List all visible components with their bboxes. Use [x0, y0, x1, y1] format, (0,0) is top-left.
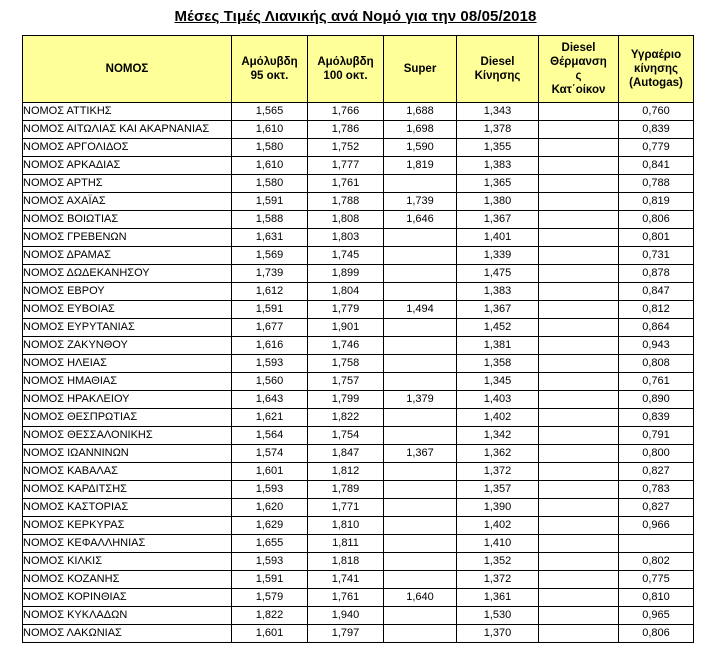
- cell-unleaded-100: 1,745: [308, 247, 384, 265]
- table-row: [23, 409, 694, 427]
- cell-autogas: 0,801: [619, 229, 694, 247]
- cell-unleaded-100: 1,757: [308, 373, 384, 391]
- cell-super: 1,819: [384, 157, 457, 175]
- cell-unleaded-95: 1,593: [232, 355, 308, 373]
- cell-unleaded-95: 1,631: [232, 229, 308, 247]
- cell-diesel-motion: 1,530: [457, 607, 539, 625]
- cell-autogas: 0,864: [619, 319, 694, 337]
- cell-super: [384, 247, 457, 265]
- cell-autogas: 0,806: [619, 211, 694, 229]
- cell-diesel-heating: [539, 445, 619, 463]
- cell-unleaded-100: 1,797: [308, 625, 384, 643]
- cell-unleaded-95: 1,655: [232, 535, 308, 553]
- cell-diesel-heating: [539, 409, 619, 427]
- cell-autogas: 0,839: [619, 409, 694, 427]
- cell-unleaded-95: 1,579: [232, 589, 308, 607]
- table-row: [23, 319, 694, 337]
- cell-unleaded-95: 1,610: [232, 157, 308, 175]
- cell-unleaded-100: 1,779: [308, 301, 384, 319]
- cell-super: [384, 481, 457, 499]
- cell-autogas: 0,810: [619, 589, 694, 607]
- cell-diesel-motion: 1,362: [457, 445, 539, 463]
- cell-nomos: ΝΟΜΟΣ ΚΕΦΑΛΛΗΝΙΑΣ: [23, 535, 232, 553]
- cell-nomos: ΝΟΜΟΣ ΚΑΣΤΟΡΙΑΣ: [23, 499, 232, 517]
- cell-super: 1,688: [384, 103, 457, 121]
- table-row: [23, 391, 694, 409]
- table-row: [23, 553, 694, 571]
- cell-unleaded-100: 1,789: [308, 481, 384, 499]
- cell-super: 1,379: [384, 391, 457, 409]
- cell-diesel-motion: 1,403: [457, 391, 539, 409]
- table-row: [23, 355, 694, 373]
- cell-diesel-heating: [539, 265, 619, 283]
- cell-diesel-heating: [539, 391, 619, 409]
- cell-diesel-motion: 1,402: [457, 517, 539, 535]
- cell-unleaded-100: 1,752: [308, 139, 384, 157]
- cell-autogas: 0,827: [619, 463, 694, 481]
- cell-nomos: ΝΟΜΟΣ ΕΥΒΟΙΑΣ: [23, 301, 232, 319]
- cell-unleaded-100: 1,847: [308, 445, 384, 463]
- cell-diesel-motion: 1,361: [457, 589, 539, 607]
- cell-unleaded-100: 1,771: [308, 499, 384, 517]
- cell-unleaded-100: 1,754: [308, 427, 384, 445]
- cell-nomos: ΝΟΜΟΣ ΑΤΤΙΚΗΣ: [23, 103, 232, 121]
- prices-table: [22, 35, 694, 643]
- cell-super: 1,646: [384, 211, 457, 229]
- cell-autogas: 0,966: [619, 517, 694, 535]
- cell-unleaded-95: 1,601: [232, 463, 308, 481]
- cell-super: [384, 373, 457, 391]
- table-row: [23, 445, 694, 463]
- cell-nomos: ΝΟΜΟΣ ΚΥΚΛΑΔΩΝ: [23, 607, 232, 625]
- cell-diesel-motion: 1,355: [457, 139, 539, 157]
- cell-diesel-heating: [539, 283, 619, 301]
- cell-nomos: ΝΟΜΟΣ ΙΩΑΝΝΙΝΩΝ: [23, 445, 232, 463]
- cell-diesel-heating: [539, 175, 619, 193]
- cell-diesel-heating: [539, 211, 619, 229]
- cell-super: [384, 283, 457, 301]
- cell-unleaded-100: 1,811: [308, 535, 384, 553]
- cell-nomos: ΝΟΜΟΣ ΑΧΑΪΑΣ: [23, 193, 232, 211]
- cell-autogas: 0,819: [619, 193, 694, 211]
- cell-diesel-heating: [539, 157, 619, 175]
- table-row: [23, 301, 694, 319]
- cell-unleaded-95: 1,588: [232, 211, 308, 229]
- cell-super: [384, 463, 457, 481]
- cell-nomos: ΝΟΜΟΣ ΒΟΙΩΤΙΑΣ: [23, 211, 232, 229]
- cell-nomos: ΝΟΜΟΣ ΘΕΣΠΡΩΤΙΑΣ: [23, 409, 232, 427]
- cell-autogas: 0,783: [619, 481, 694, 499]
- cell-autogas: 0,827: [619, 499, 694, 517]
- cell-diesel-motion: 1,339: [457, 247, 539, 265]
- cell-autogas: 0,806: [619, 625, 694, 643]
- cell-nomos: ΝΟΜΟΣ ΔΩΔΕΚΑΝΗΣΟΥ: [23, 265, 232, 283]
- cell-autogas: 0,847: [619, 283, 694, 301]
- cell-super: [384, 427, 457, 445]
- header-unleaded-95: Αμόλυβδη 95 οκτ.: [232, 36, 308, 103]
- cell-diesel-heating: [539, 337, 619, 355]
- cell-super: 1,590: [384, 139, 457, 157]
- cell-nomos: ΝΟΜΟΣ ΓΡΕΒΕΝΩΝ: [23, 229, 232, 247]
- cell-unleaded-95: 1,560: [232, 373, 308, 391]
- cell-autogas: 0,779: [619, 139, 694, 157]
- cell-autogas: 0,775: [619, 571, 694, 589]
- table-row: [23, 463, 694, 481]
- table-row: [23, 229, 694, 247]
- cell-unleaded-95: 1,591: [232, 193, 308, 211]
- cell-autogas: 0,943: [619, 337, 694, 355]
- cell-super: [384, 625, 457, 643]
- cell-super: [384, 265, 457, 283]
- table-row: [23, 337, 694, 355]
- cell-diesel-motion: 1,367: [457, 211, 539, 229]
- cell-super: [384, 571, 457, 589]
- header-unleaded-100: Αμόλυβδη 100 οκτ.: [308, 36, 384, 103]
- cell-unleaded-95: 1,621: [232, 409, 308, 427]
- cell-diesel-motion: 1,380: [457, 193, 539, 211]
- table-row: [23, 427, 694, 445]
- cell-super: [384, 229, 457, 247]
- table-row: [23, 517, 694, 535]
- cell-super: 1,698: [384, 121, 457, 139]
- cell-super: [384, 499, 457, 517]
- cell-unleaded-95: 1,643: [232, 391, 308, 409]
- cell-nomos: ΝΟΜΟΣ ΚΟΡΙΝΘΙΑΣ: [23, 589, 232, 607]
- cell-diesel-heating: [539, 355, 619, 373]
- cell-diesel-motion: 1,345: [457, 373, 539, 391]
- cell-nomos: ΝΟΜΟΣ ΚΑΒΑΛΑΣ: [23, 463, 232, 481]
- cell-unleaded-100: 1,788: [308, 193, 384, 211]
- cell-unleaded-95: 1,580: [232, 175, 308, 193]
- cell-diesel-heating: [539, 607, 619, 625]
- table-row: [23, 139, 694, 157]
- cell-diesel-heating: [539, 481, 619, 499]
- cell-unleaded-100: 1,804: [308, 283, 384, 301]
- cell-nomos: ΝΟΜΟΣ ΚΙΛΚΙΣ: [23, 553, 232, 571]
- table-row: [23, 175, 694, 193]
- cell-super: [384, 319, 457, 337]
- cell-autogas: 0,878: [619, 265, 694, 283]
- cell-nomos: ΝΟΜΟΣ ΑΡΤΗΣ: [23, 175, 232, 193]
- table-row: [23, 589, 694, 607]
- cell-unleaded-95: 1,580: [232, 139, 308, 157]
- cell-unleaded-100: 1,808: [308, 211, 384, 229]
- cell-unleaded-95: 1,739: [232, 265, 308, 283]
- table-row: [23, 211, 694, 229]
- header-autogas: Υγραέριο κίνησης (Autogas): [619, 36, 694, 103]
- cell-nomos: ΝΟΜΟΣ ΑΡΚΑΔΙΑΣ: [23, 157, 232, 175]
- cell-super: 1,739: [384, 193, 457, 211]
- cell-diesel-heating: [539, 463, 619, 481]
- cell-unleaded-100: 1,741: [308, 571, 384, 589]
- cell-diesel-heating: [539, 553, 619, 571]
- cell-super: [384, 355, 457, 373]
- cell-diesel-motion: 1,378: [457, 121, 539, 139]
- cell-autogas: 0,808: [619, 355, 694, 373]
- cell-super: [384, 535, 457, 553]
- cell-nomos: ΝΟΜΟΣ ΕΒΡΟΥ: [23, 283, 232, 301]
- cell-autogas: [619, 535, 694, 553]
- cell-unleaded-95: 1,565: [232, 103, 308, 121]
- cell-unleaded-95: 1,593: [232, 553, 308, 571]
- cell-super: [384, 175, 457, 193]
- cell-unleaded-95: 1,822: [232, 607, 308, 625]
- cell-diesel-motion: 1,390: [457, 499, 539, 517]
- cell-diesel-heating: [539, 247, 619, 265]
- cell-unleaded-100: 1,761: [308, 589, 384, 607]
- cell-diesel-motion: 1,383: [457, 157, 539, 175]
- cell-autogas: 0,791: [619, 427, 694, 445]
- header-diesel-motion: Diesel Κίνησης: [457, 36, 539, 103]
- table-row: [23, 481, 694, 499]
- cell-diesel-motion: 1,402: [457, 409, 539, 427]
- cell-autogas: 0,788: [619, 175, 694, 193]
- cell-nomos: ΝΟΜΟΣ ΗΜΑΘΙΑΣ: [23, 373, 232, 391]
- cell-autogas: 0,760: [619, 103, 694, 121]
- cell-diesel-heating: [539, 103, 619, 121]
- cell-diesel-motion: 1,475: [457, 265, 539, 283]
- cell-autogas: 0,839: [619, 121, 694, 139]
- cell-autogas: 0,802: [619, 553, 694, 571]
- cell-unleaded-100: 1,812: [308, 463, 384, 481]
- cell-diesel-motion: 1,358: [457, 355, 539, 373]
- cell-super: [384, 553, 457, 571]
- cell-diesel-heating: [539, 625, 619, 643]
- cell-diesel-heating: [539, 193, 619, 211]
- table-row: [23, 535, 694, 553]
- cell-unleaded-100: 1,799: [308, 391, 384, 409]
- table-row: [23, 265, 694, 283]
- header-nomos: ΝΟΜΟΣ: [23, 36, 232, 103]
- cell-diesel-motion: 1,401: [457, 229, 539, 247]
- cell-super: [384, 409, 457, 427]
- cell-unleaded-95: 1,593: [232, 481, 308, 499]
- cell-diesel-motion: 1,370: [457, 625, 539, 643]
- cell-super: 1,640: [384, 589, 457, 607]
- cell-autogas: 0,761: [619, 373, 694, 391]
- table-row: [23, 499, 694, 517]
- cell-unleaded-95: 1,591: [232, 301, 308, 319]
- header-row: [23, 36, 694, 103]
- cell-unleaded-95: 1,620: [232, 499, 308, 517]
- cell-diesel-motion: 1,383: [457, 283, 539, 301]
- cell-super: [384, 517, 457, 535]
- cell-diesel-motion: 1,410: [457, 535, 539, 553]
- cell-diesel-heating: [539, 121, 619, 139]
- table-row: [23, 571, 694, 589]
- cell-diesel-heating: [539, 499, 619, 517]
- table-row: [23, 121, 694, 139]
- cell-unleaded-95: 1,610: [232, 121, 308, 139]
- table-row: [23, 157, 694, 175]
- cell-nomos: ΝΟΜΟΣ ΔΡΑΜΑΣ: [23, 247, 232, 265]
- cell-super: [384, 607, 457, 625]
- header-super: Super: [384, 36, 457, 103]
- cell-diesel-motion: 1,352: [457, 553, 539, 571]
- cell-unleaded-100: 1,901: [308, 319, 384, 337]
- table-row: [23, 283, 694, 301]
- cell-nomos: ΝΟΜΟΣ ΛΑΚΩΝΙΑΣ: [23, 625, 232, 643]
- cell-diesel-heating: [539, 427, 619, 445]
- cell-diesel-heating: [539, 571, 619, 589]
- cell-diesel-motion: 1,365: [457, 175, 539, 193]
- table-row: [23, 193, 694, 211]
- cell-unleaded-95: 1,591: [232, 571, 308, 589]
- cell-unleaded-100: 1,777: [308, 157, 384, 175]
- cell-unleaded-95: 1,574: [232, 445, 308, 463]
- cell-unleaded-100: 1,786: [308, 121, 384, 139]
- cell-nomos: ΝΟΜΟΣ ΚΟΖΑΝΗΣ: [23, 571, 232, 589]
- cell-diesel-motion: 1,452: [457, 319, 539, 337]
- cell-diesel-heating: [539, 517, 619, 535]
- cell-unleaded-95: 1,629: [232, 517, 308, 535]
- cell-diesel-motion: 1,357: [457, 481, 539, 499]
- table-row: [23, 625, 694, 643]
- cell-unleaded-100: 1,766: [308, 103, 384, 121]
- cell-nomos: ΝΟΜΟΣ ΗΡΑΚΛΕΙΟΥ: [23, 391, 232, 409]
- cell-nomos: ΝΟΜΟΣ ΚΕΡΚΥΡΑΣ: [23, 517, 232, 535]
- table-body: [23, 103, 694, 643]
- cell-unleaded-95: 1,601: [232, 625, 308, 643]
- cell-unleaded-95: 1,564: [232, 427, 308, 445]
- cell-diesel-motion: 1,343: [457, 103, 539, 121]
- cell-unleaded-95: 1,616: [232, 337, 308, 355]
- cell-super: 1,367: [384, 445, 457, 463]
- cell-diesel-motion: 1,372: [457, 571, 539, 589]
- cell-nomos: ΝΟΜΟΣ ΑΙΤΩΛΙΑΣ ΚΑΙ ΑΚΑΡΝΑΝΙΑΣ: [23, 121, 232, 139]
- cell-nomos: ΝΟΜΟΣ ΚΑΡΔΙΤΣΗΣ: [23, 481, 232, 499]
- cell-diesel-heating: [539, 139, 619, 157]
- cell-nomos: ΝΟΜΟΣ ΕΥΡΥΤΑΝΙΑΣ: [23, 319, 232, 337]
- cell-super: 1,494: [384, 301, 457, 319]
- cell-diesel-heating: [539, 373, 619, 391]
- cell-diesel-heating: [539, 535, 619, 553]
- cell-diesel-heating: [539, 319, 619, 337]
- cell-nomos: ΝΟΜΟΣ ΘΕΣΣΑΛΟΝΙΚΗΣ: [23, 427, 232, 445]
- cell-diesel-heating: [539, 589, 619, 607]
- cell-super: [384, 337, 457, 355]
- cell-diesel-heating: [539, 301, 619, 319]
- cell-autogas: 0,841: [619, 157, 694, 175]
- cell-autogas: 0,890: [619, 391, 694, 409]
- cell-autogas: 0,812: [619, 301, 694, 319]
- cell-unleaded-95: 1,569: [232, 247, 308, 265]
- cell-unleaded-100: 1,758: [308, 355, 384, 373]
- table-row: [23, 247, 694, 265]
- cell-unleaded-100: 1,940: [308, 607, 384, 625]
- cell-nomos: ΝΟΜΟΣ ΑΡΓΟΛΙΔΟΣ: [23, 139, 232, 157]
- cell-unleaded-100: 1,818: [308, 553, 384, 571]
- cell-unleaded-95: 1,612: [232, 283, 308, 301]
- cell-autogas: 0,800: [619, 445, 694, 463]
- page-title: Μέσες Τιμές Λιανικής ανά Νομό για την 08/05/2018: [174, 8, 537, 25]
- cell-autogas: 0,731: [619, 247, 694, 265]
- cell-diesel-motion: 1,381: [457, 337, 539, 355]
- cell-unleaded-100: 1,746: [308, 337, 384, 355]
- cell-nomos: ΝΟΜΟΣ ΖΑΚΥΝΘΟΥ: [23, 337, 232, 355]
- cell-diesel-motion: 1,342: [457, 427, 539, 445]
- cell-unleaded-100: 1,803: [308, 229, 384, 247]
- cell-unleaded-100: 1,899: [308, 265, 384, 283]
- table-row: [23, 607, 694, 625]
- table-row: [23, 373, 694, 391]
- cell-diesel-motion: 1,372: [457, 463, 539, 481]
- cell-unleaded-100: 1,761: [308, 175, 384, 193]
- cell-unleaded-95: 1,677: [232, 319, 308, 337]
- header-diesel-heating: Diesel Θέρμανση ς Κατ΄οίκον: [539, 36, 619, 103]
- cell-unleaded-100: 1,810: [308, 517, 384, 535]
- cell-unleaded-100: 1,822: [308, 409, 384, 427]
- table-row: [23, 103, 694, 121]
- cell-diesel-heating: [539, 229, 619, 247]
- cell-autogas: 0,965: [619, 607, 694, 625]
- cell-diesel-motion: 1,367: [457, 301, 539, 319]
- cell-nomos: ΝΟΜΟΣ ΗΛΕΙΑΣ: [23, 355, 232, 373]
